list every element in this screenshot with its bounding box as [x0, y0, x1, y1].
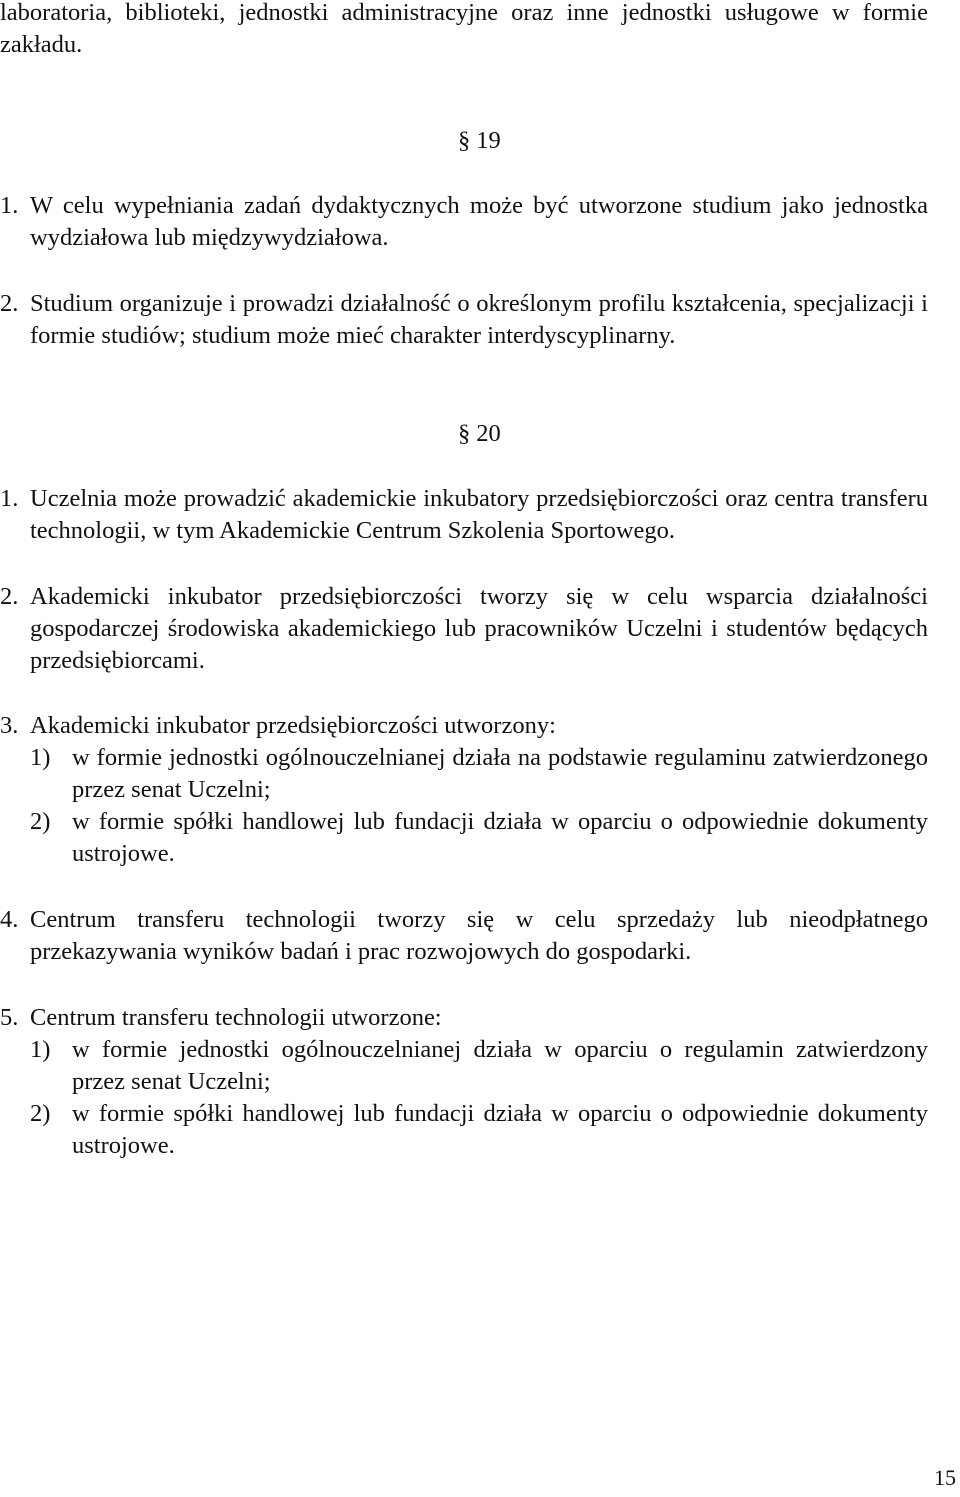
paragraph-number: 2.: [0, 290, 19, 317]
list-item: [0, 1098, 928, 1162]
item-text: w formie spółki handlowej lub fundacji działa w oparciu o odpowiednie dokumenty ustrojowe.: [72, 1100, 928, 1159]
list-item: [0, 806, 928, 870]
section-symbol: §: [458, 420, 471, 447]
paragraph-text: laboratoria, biblioteki, jednostki administracyjne oraz inne jednostki usługowe w formie zakładu.: [0, 0, 928, 58]
paragraph-number: 1.: [0, 485, 19, 512]
paragraph-text: Akademicki inkubator przedsiębiorczości tworzy się w celu wsparcia działalności gospodarczej środowiska akademickiego lub pracowników Uczelni i studentów będących przedsiębiorcami.: [30, 583, 928, 674]
top-paragraph: [0, 0, 928, 61]
section-number: 19: [476, 127, 501, 154]
paragraph-text: W celu wypełniania zadań dydaktycznych może być utworzone studium jako jednostka wydziałowa lub międzywydziałowa.: [30, 192, 928, 251]
item-text: w formie spółki handlowej lub fundacji działa w oparciu o odpowiednie dokumenty ustrojowe.: [72, 808, 928, 867]
section-19-paragraph-1: [0, 190, 928, 254]
paragraph-text: Centrum transferu technologii tworzy się w celu sprzedaży lub nieodpłatnego przekazywania wyników badań i prac rozwojowych do gospodarki.: [30, 906, 928, 965]
item-text: w formie jednostki ogólnouczelnianej działa na podstawie regulaminu zatwierdzonego przez senat Uczelni;: [72, 744, 928, 803]
paragraph-number: 1.: [0, 192, 19, 219]
paragraph-text: Centrum transferu technologii utworzone:: [30, 1004, 442, 1031]
section-number: 20: [476, 420, 501, 447]
paragraph-text: Akademicki inkubator przedsiębiorczości utworzony:: [30, 712, 556, 739]
item-number: 2): [30, 1100, 51, 1127]
section-heading-20: [458, 418, 501, 450]
section-20-paragraph-1: [0, 483, 928, 547]
section-20-paragraph-5: [0, 1002, 928, 1162]
paragraph-number: 4.: [0, 906, 19, 933]
item-number: 1): [30, 1036, 51, 1063]
section-20-paragraph-2: [0, 581, 928, 677]
paragraph-number: 3.: [0, 712, 19, 739]
list-item: [0, 742, 928, 806]
item-number: 1): [30, 744, 51, 771]
item-number: 2): [30, 808, 51, 835]
item-text: w formie jednostki ogólnouczelnianej działa w oparciu o regulamin zatwierdzony przez senat Uczelni;: [72, 1036, 928, 1095]
paragraph-number: 2.: [0, 583, 19, 610]
section-19-paragraph-2: [0, 288, 928, 352]
section-heading-19: [458, 125, 501, 157]
section-20-paragraph-4: [0, 904, 928, 968]
paragraph-text: Studium organizuje i prowadzi działalność o określonym profilu kształcenia, specjalizacji i formie studiów; studium może mieć charakter interdyscyplinarny.: [30, 290, 928, 349]
list-item: [0, 1034, 928, 1098]
paragraph-number: 5.: [0, 1004, 19, 1031]
section-symbol: §: [458, 127, 471, 154]
page-number: 15: [934, 1465, 956, 1490]
section-20-paragraph-3: [0, 710, 928, 870]
paragraph-text: Uczelnia może prowadzić akademickie inkubatory przedsiębiorczości oraz centra transferu technologii, w tym Akademickie Centrum Szkolenia Sportowego.: [30, 485, 928, 544]
